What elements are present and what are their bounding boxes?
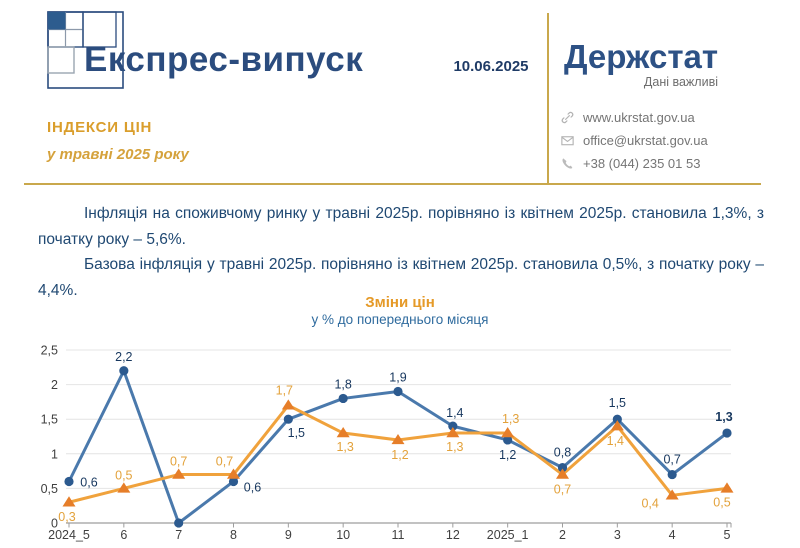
svg-text:0,6: 0,6 [243, 480, 262, 495]
svg-text:1,3: 1,3 [336, 440, 354, 455]
svg-text:1,5: 1,5 [40, 412, 58, 427]
svg-text:4: 4 [668, 528, 676, 542]
svg-text:2: 2 [51, 378, 58, 393]
chart-subtitle: у % до попереднього місяця [311, 312, 489, 327]
body-text [38, 201, 764, 303]
vertical-divider [547, 13, 549, 183]
svg-text:9: 9 [284, 528, 292, 542]
svg-text:1,5: 1,5 [287, 426, 306, 441]
svg-text:7: 7 [175, 528, 183, 542]
svg-text:1,7: 1,7 [275, 383, 294, 398]
chart-title: Зміни цін [365, 294, 435, 311]
svg-text:0,4: 0,4 [641, 496, 659, 511]
svg-text:10: 10 [336, 528, 351, 542]
release-title: ІНДЕКСИ ЦІН [47, 119, 153, 136]
svg-text:2: 2 [559, 528, 566, 542]
svg-text:1,3: 1,3 [501, 412, 520, 427]
brand-tagline: Дані важливі [643, 75, 718, 89]
svg-text:0,7: 0,7 [215, 454, 234, 469]
svg-text:1,5: 1,5 [608, 396, 627, 411]
phone-number: +38 (044) 235 01 53 [583, 156, 701, 171]
svg-text:0,5: 0,5 [713, 495, 731, 510]
svg-text:0,3: 0,3 [58, 510, 76, 525]
paragraph-core-inflation: Базова інфляція у травні 2025р. порівняно із квітнем 2025р. становила 0,5%, з початку року – 4,4%. [38, 256, 764, 299]
svg-text:1,2: 1,2 [498, 447, 517, 462]
svg-text:5: 5 [723, 528, 731, 542]
svg-text:2024_5: 2024_5 [48, 528, 90, 542]
svg-text:0,5: 0,5 [40, 481, 58, 496]
phone-icon [560, 156, 575, 171]
svg-text:1,8: 1,8 [334, 377, 352, 392]
email-row [560, 129, 740, 152]
svg-text:6: 6 [120, 528, 128, 542]
horizontal-divider [24, 183, 761, 185]
website-row [560, 106, 740, 129]
svg-text:2,5: 2,5 [40, 343, 58, 358]
svg-text:0: 0 [51, 516, 58, 531]
svg-text:1,2: 1,2 [391, 447, 409, 462]
page-title: Експрес-випуск [84, 40, 364, 79]
svg-text:0,7: 0,7 [663, 452, 681, 467]
svg-text:0,5: 0,5 [115, 468, 133, 483]
svg-text:1,3: 1,3 [446, 440, 464, 455]
svg-text:0,7: 0,7 [169, 454, 188, 469]
website-link[interactable]: www.ukrstat.gov.ua [583, 110, 695, 125]
email-link[interactable]: office@ukrstat.gov.ua [583, 133, 708, 148]
svg-text:1,4: 1,4 [446, 406, 464, 421]
price-chart [0, 338, 800, 548]
brand-logo-text: Держстат [564, 38, 718, 75]
svg-text:1,9: 1,9 [389, 370, 407, 385]
svg-text:1,3: 1,3 [715, 410, 733, 425]
svg-text:0,8: 0,8 [553, 445, 572, 460]
svg-text:8: 8 [230, 528, 237, 542]
svg-text:0,6: 0,6 [80, 475, 98, 490]
mail-icon [560, 133, 575, 148]
release-date: 10.06.2025 [453, 58, 529, 75]
svg-text:11: 11 [391, 528, 405, 542]
paragraph-inflation: Інфляція на споживчому ринку у травні 2025р. порівняно із квітнем 2025р. становила 1,3%, з початку року – 5,6%. [38, 205, 764, 248]
release-subtitle: у травні 2025 року [47, 146, 189, 163]
contact-block [560, 106, 740, 175]
link-icon [560, 110, 575, 125]
phone-row [560, 152, 740, 175]
svg-text:12: 12 [445, 528, 460, 542]
svg-text:2,2: 2,2 [115, 349, 133, 364]
svg-text:3: 3 [613, 528, 621, 542]
svg-text:2025_1: 2025_1 [486, 528, 529, 542]
svg-text:1,4: 1,4 [606, 434, 625, 449]
svg-text:0,7: 0,7 [553, 482, 572, 497]
svg-text:1: 1 [51, 447, 58, 462]
